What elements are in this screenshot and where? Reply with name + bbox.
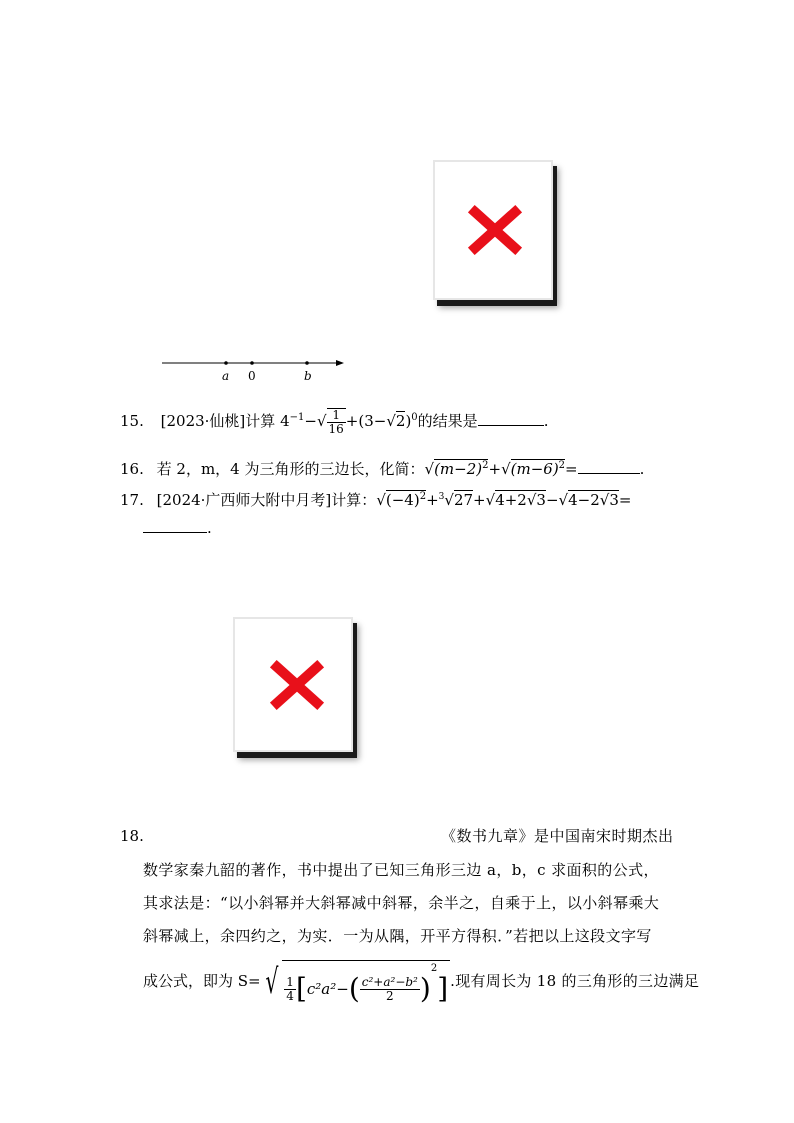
exponent: 0 — [411, 412, 418, 423]
broken-image-x-icon — [235, 619, 351, 750]
number-line-label-b: b — [304, 369, 312, 383]
question-17: 17. [2024·广西师大附中月考]计算：$√(-4)^2+^3√27+√4+2√3-√4-2√3=$ — [120, 491, 632, 509]
question-text: 计算： — [331, 491, 377, 509]
question-15: 15. [2023·仙桃]计算 $4^{-1}-√$ $\frac{1}{16}$ $+(3-√2)^0$的结果是 . — [120, 408, 549, 436]
inner-fraction — [360, 976, 420, 1003]
period: . — [639, 460, 645, 478]
operator: ) — [405, 412, 412, 430]
operator: = — [565, 460, 578, 478]
number-line-label-0: 0 — [248, 369, 256, 383]
answer-blank[interactable] — [478, 411, 544, 426]
radicand-text: 4−2 — [568, 491, 600, 509]
broken-image-x-icon — [435, 162, 551, 298]
nested-radicand: 3 — [609, 491, 619, 509]
fraction-numerator: 1 — [327, 409, 346, 423]
radicand-text: (m−6) — [510, 460, 559, 478]
fraction-numerator: 1 — [286, 974, 294, 989]
question-text: 若 2，m，4 为三角形的三边长，化简： — [156, 460, 425, 478]
question-text: 的结果是 — [417, 412, 478, 430]
question-18-line-4: 斜幂减上，余四约之，为实．一为从隅，开平方得积．”若把以上这段文字写 — [143, 927, 652, 945]
exponent: −1 — [289, 412, 305, 423]
radicand-text: (−4) — [385, 491, 420, 509]
question-18-line-2: 数学家秦九韶的著作，书中提出了已知三角形三边 a，b，c 求面积的公式， — [143, 861, 659, 879]
sqrt-radicand — [434, 459, 488, 478]
question-text: 计算 4 — [245, 412, 290, 430]
broken-image-1 — [433, 160, 553, 300]
fraction-denominator: 2 — [386, 988, 394, 1003]
question-18-number: 18. — [120, 827, 144, 845]
operator: + — [488, 460, 502, 478]
operator: = — [618, 491, 632, 509]
operator: − — [304, 412, 317, 430]
sqrt-radicand: 4+2√3 — [495, 491, 546, 509]
exponent: 2 — [482, 460, 489, 471]
question-number: 15. — [120, 412, 144, 430]
number-line-label-a: a — [222, 369, 230, 383]
exponent: 2 — [419, 491, 427, 502]
fraction-denominator: 16 — [328, 422, 344, 436]
question-text: .现有周长为 18 的三角形的三边满足 — [450, 972, 700, 990]
root-index: 3 — [438, 492, 445, 502]
operator: − — [545, 491, 559, 509]
question-source: [2024·广西师大附中月考] — [156, 491, 332, 509]
radicand-text: (m−2) — [434, 460, 483, 478]
quarter-fraction — [284, 976, 296, 1003]
nested-radicand: 3 — [536, 491, 546, 509]
question-number: 16. — [120, 460, 144, 478]
operator: + — [426, 491, 439, 509]
answer-blank[interactable] — [578, 459, 640, 474]
sqrt-radicand — [511, 459, 565, 478]
operator: + — [473, 491, 486, 509]
heron-formula: √ $\frac{1}{4}$ [c²a²−( $\frac{\text{c²+a²−b²}}{2}$ )$^2$] — [264, 961, 449, 1006]
sqrt-radicand: 4−2√3 — [568, 491, 619, 509]
sqrt-radicand — [386, 490, 426, 509]
period: . — [543, 412, 549, 430]
question-17-answer-line — [143, 518, 212, 538]
question-18-line-5 — [143, 958, 699, 1004]
question-text: 成公式，即为 S= — [143, 972, 261, 990]
question-number: 17. — [120, 491, 144, 509]
question-18-line-3: 其求法是：“以小斜幂并大斜幂减中斜幂，余半之，自乘于上，以小斜幂乘大 — [143, 894, 660, 912]
operator: +(3− — [345, 412, 387, 430]
answer-blank[interactable] — [143, 518, 207, 533]
sqrt-radicand: 2 — [395, 412, 406, 430]
fraction-numerator: c²+a²−b² — [361, 974, 418, 989]
period: . — [207, 519, 212, 537]
question-16: 16. 若 2，m，4 为三角形的三边长，化简：$√(m-2)^2+√(m-6)^2=$ . — [120, 460, 645, 478]
exponent: 2 — [558, 460, 566, 471]
question-18-line-1: 《数书九章》是中国南宋时期杰出 — [441, 827, 674, 845]
formula-term: c²a²− — [306, 980, 349, 999]
fraction-denominator: 4 — [286, 988, 294, 1003]
sqrt-radicand: 27 — [453, 491, 474, 509]
sqrt-expression: √ $\frac{1}{16}$ — [316, 408, 344, 436]
fraction — [327, 408, 346, 436]
broken-image-2 — [233, 617, 353, 752]
question-source: [2023·仙桃] — [160, 412, 246, 430]
radicand-text: 4+2 — [495, 491, 527, 509]
exponent: 2 — [430, 963, 438, 975]
